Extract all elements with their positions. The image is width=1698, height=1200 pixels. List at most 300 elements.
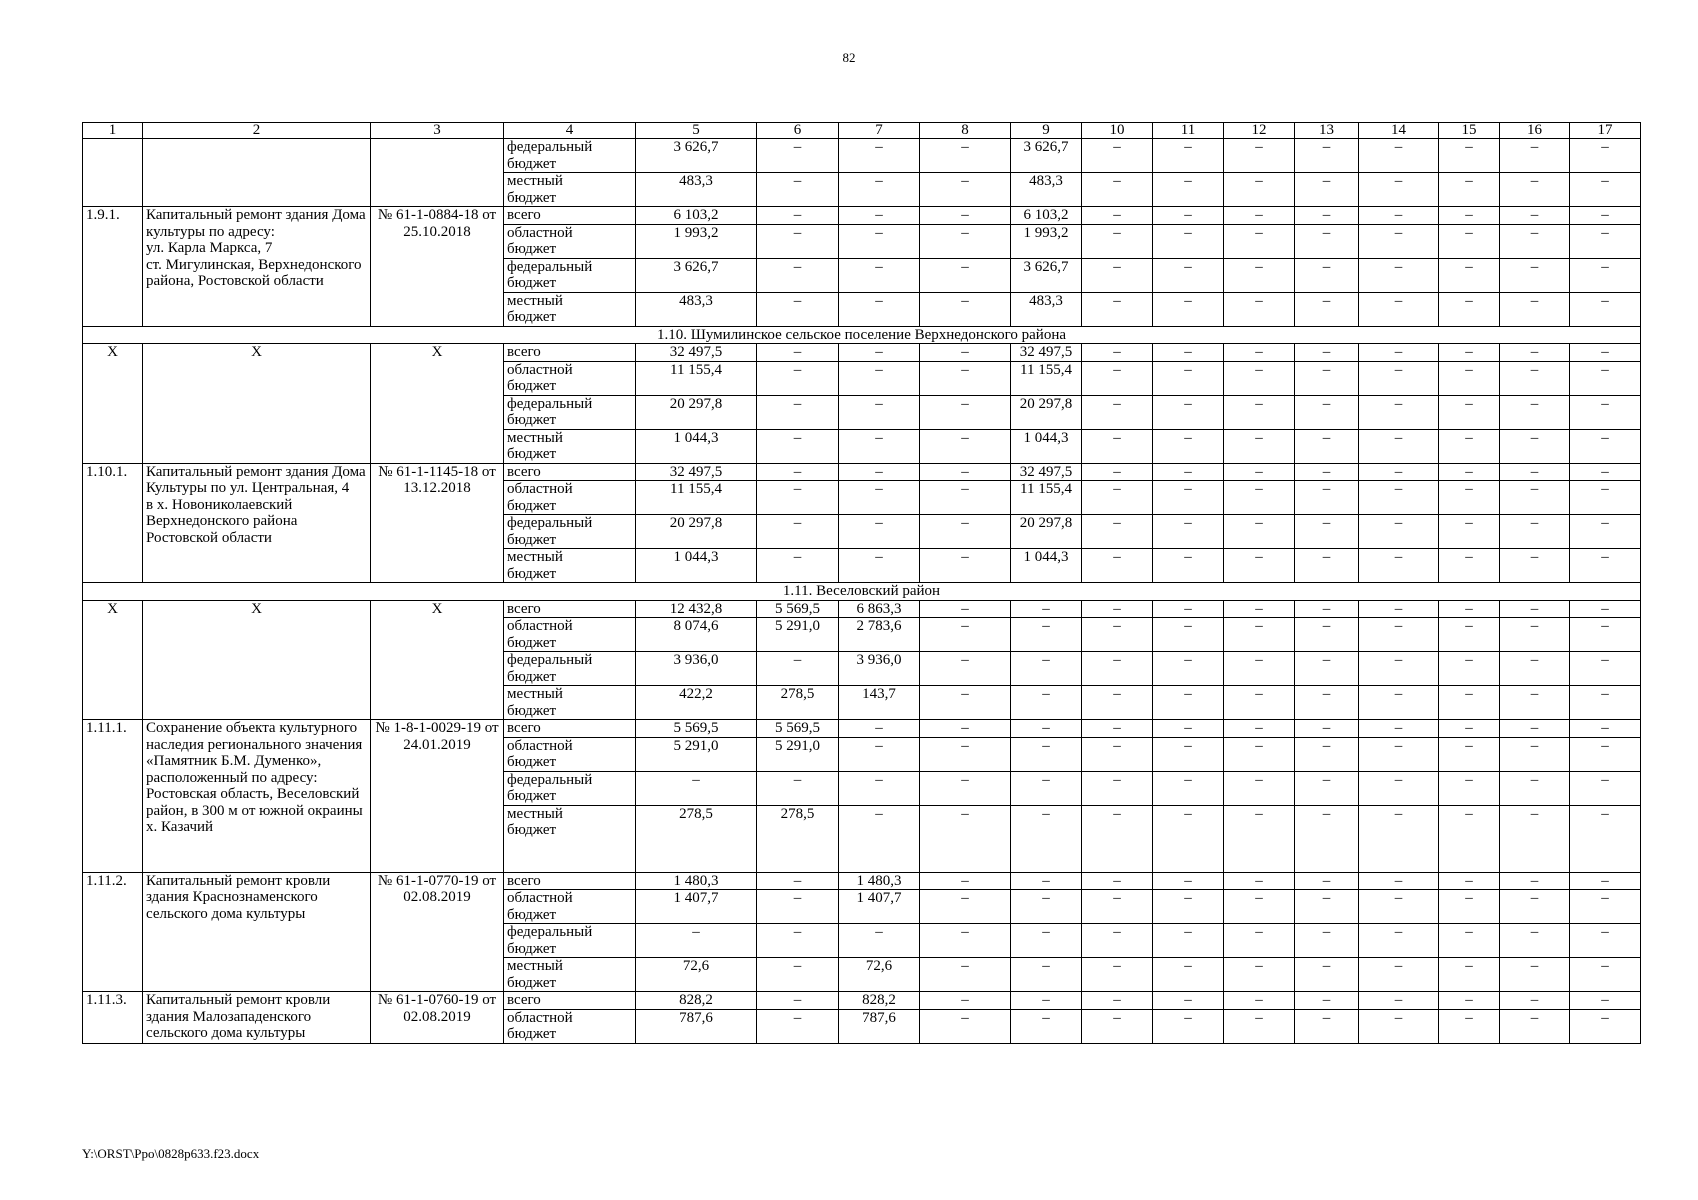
value-cell: – <box>1439 992 1500 1010</box>
table-row <box>83 344 1641 362</box>
value-cell: – <box>1359 292 1439 326</box>
value-cell: – <box>920 361 1011 395</box>
value-cell: – <box>920 805 1011 872</box>
value-cell: – <box>1224 958 1295 992</box>
item-document: № 61-1-0884-18 от 25.10.2018 <box>371 207 504 327</box>
header-cell: 16 <box>1500 123 1570 139</box>
value-cell: 1 480,3 <box>636 872 757 890</box>
value-cell: – <box>1224 344 1295 362</box>
funding-source: федеральный бюджет <box>504 515 636 549</box>
value-cell: – <box>1439 805 1500 872</box>
value-cell: – <box>1295 600 1359 618</box>
funding-source: областной бюджет <box>504 361 636 395</box>
value-cell: 72,6 <box>839 958 920 992</box>
value-cell: – <box>1153 872 1224 890</box>
item-document: № 61-1-1145-18 от 13.12.2018 <box>371 463 504 583</box>
value-cell: – <box>1359 992 1439 1010</box>
value-cell: – <box>920 463 1011 481</box>
value-cell: 1 993,2 <box>636 224 757 258</box>
header-cell: 5 <box>636 123 757 139</box>
value-cell: – <box>757 344 839 362</box>
value-cell: – <box>920 429 1011 463</box>
header-cell: 10 <box>1082 123 1153 139</box>
value-cell: – <box>1295 720 1359 738</box>
value-cell: – <box>839 549 920 583</box>
value-cell: – <box>1295 549 1359 583</box>
value-cell: – <box>1224 652 1295 686</box>
value-cell: – <box>1439 618 1500 652</box>
value-cell: – <box>1295 992 1359 1010</box>
value-cell: – <box>1295 652 1359 686</box>
item-number: Х <box>83 600 143 720</box>
value-cell: – <box>1082 872 1153 890</box>
value-cell: 20 297,8 <box>1011 395 1082 429</box>
value-cell: 483,3 <box>636 173 757 207</box>
value-cell: – <box>1224 139 1295 173</box>
value-cell: 1 044,3 <box>636 549 757 583</box>
header-cell: 15 <box>1439 123 1500 139</box>
value-cell: 8 074,6 <box>636 618 757 652</box>
value-cell: – <box>1359 515 1439 549</box>
value-cell: – <box>1153 958 1224 992</box>
value-cell: – <box>839 292 920 326</box>
value-cell: – <box>1082 958 1153 992</box>
value-cell: – <box>1359 805 1439 872</box>
value-cell: – <box>1500 771 1570 805</box>
value-cell: – <box>1359 173 1439 207</box>
value-cell: – <box>1500 481 1570 515</box>
value-cell: – <box>1295 173 1359 207</box>
value-cell: – <box>1153 618 1224 652</box>
value-cell: – <box>1570 872 1641 890</box>
value-cell: – <box>1500 720 1570 738</box>
value-cell: – <box>920 1009 1011 1043</box>
value-cell: – <box>1011 618 1082 652</box>
header-cell: 6 <box>757 123 839 139</box>
value-cell: 3 626,7 <box>636 139 757 173</box>
value-cell: 1 044,3 <box>1011 549 1082 583</box>
value-cell: – <box>757 515 839 549</box>
value-cell: – <box>1359 686 1439 720</box>
item-name: Х <box>143 344 371 464</box>
value-cell: – <box>1359 924 1439 958</box>
value-cell: – <box>1011 805 1082 872</box>
value-cell: – <box>1224 292 1295 326</box>
value-cell: – <box>1153 720 1224 738</box>
value-cell: – <box>1439 515 1500 549</box>
funding-source: всего <box>504 720 636 738</box>
value-cell: – <box>1570 224 1641 258</box>
value-cell: – <box>1153 992 1224 1010</box>
header-cell: 4 <box>504 123 636 139</box>
item-document: № 61-1-0770-19 от 02.08.2019 <box>371 872 504 992</box>
funding-source: всего <box>504 992 636 1010</box>
value-cell: – <box>1295 958 1359 992</box>
value-cell: – <box>1439 686 1500 720</box>
section-heading: 1.10. Шумилинское сельское поселение Верхнедонского района <box>83 326 1641 344</box>
value-cell: – <box>839 515 920 549</box>
value-cell: – <box>1570 292 1641 326</box>
value-cell: 278,5 <box>757 686 839 720</box>
table-row <box>83 872 1641 890</box>
value-cell: – <box>1295 515 1359 549</box>
value-cell: – <box>1224 924 1295 958</box>
value-cell: – <box>1153 1009 1224 1043</box>
value-cell: – <box>920 549 1011 583</box>
value-cell: – <box>1082 924 1153 958</box>
value-cell: – <box>757 958 839 992</box>
value-cell: – <box>757 292 839 326</box>
value-cell: – <box>1439 652 1500 686</box>
value-cell: – <box>1011 958 1082 992</box>
value-cell: – <box>1153 463 1224 481</box>
value-cell: – <box>1359 652 1439 686</box>
item-document: Х <box>371 344 504 464</box>
value-cell: 483,3 <box>636 292 757 326</box>
item-document: № 1-8-1-0029-19 от 24.01.2019 <box>371 720 504 873</box>
value-cell: – <box>1224 600 1295 618</box>
table-body <box>83 123 1641 1044</box>
value-cell: – <box>1500 549 1570 583</box>
value-cell: – <box>757 1009 839 1043</box>
value-cell: – <box>1082 992 1153 1010</box>
value-cell: – <box>1570 481 1641 515</box>
value-cell: – <box>1295 139 1359 173</box>
item-name: Капитальный ремонт кровли здания Малозападенского сельского дома культуры <box>143 992 371 1044</box>
value-cell: 1 407,7 <box>839 890 920 924</box>
value-cell: – <box>920 958 1011 992</box>
value-cell: – <box>1500 1009 1570 1043</box>
value-cell: – <box>1500 344 1570 362</box>
value-cell: – <box>920 173 1011 207</box>
funding-source: местный бюджет <box>504 173 636 207</box>
value-cell: – <box>839 481 920 515</box>
value-cell: – <box>920 292 1011 326</box>
value-cell: – <box>920 515 1011 549</box>
value-cell: 3 626,7 <box>1011 139 1082 173</box>
value-cell: – <box>1224 173 1295 207</box>
value-cell: – <box>757 890 839 924</box>
header-cell: 12 <box>1224 123 1295 139</box>
value-cell: – <box>1224 224 1295 258</box>
value-cell: – <box>1570 686 1641 720</box>
value-cell: – <box>757 463 839 481</box>
funding-source: всего <box>504 463 636 481</box>
funding-source: областной бюджет <box>504 890 636 924</box>
item-number: Х <box>83 344 143 464</box>
item-name: Капитальный ремонт кровли здания Краснознаменского сельского дома культуры <box>143 872 371 992</box>
value-cell: – <box>1224 1009 1295 1043</box>
value-cell: – <box>1359 361 1439 395</box>
value-cell: – <box>1359 139 1439 173</box>
value-cell: – <box>1359 258 1439 292</box>
header-cell: 17 <box>1570 123 1641 139</box>
value-cell: – <box>1224 463 1295 481</box>
value-cell: – <box>1439 344 1500 362</box>
value-cell: 3 626,7 <box>1011 258 1082 292</box>
value-cell: – <box>1500 890 1570 924</box>
item-document <box>371 139 504 207</box>
value-cell: – <box>920 992 1011 1010</box>
value-cell: – <box>920 258 1011 292</box>
value-cell: – <box>1011 890 1082 924</box>
table-row <box>83 207 1641 225</box>
value-cell: – <box>1439 924 1500 958</box>
value-cell: – <box>1153 652 1224 686</box>
value-cell: – <box>1082 429 1153 463</box>
value-cell: – <box>1439 292 1500 326</box>
value-cell: 483,3 <box>1011 173 1082 207</box>
value-cell: – <box>839 207 920 225</box>
funding-source: федеральный бюджет <box>504 924 636 958</box>
value-cell: – <box>1224 361 1295 395</box>
value-cell: 3 936,0 <box>839 652 920 686</box>
header-row <box>83 123 1641 139</box>
value-cell: – <box>1153 207 1224 225</box>
value-cell: – <box>920 872 1011 890</box>
value-cell: – <box>1500 872 1570 890</box>
value-cell: – <box>1082 207 1153 225</box>
value-cell: – <box>1153 924 1224 958</box>
value-cell: – <box>1359 344 1439 362</box>
value-cell: – <box>1570 720 1641 738</box>
value-cell: – <box>1153 292 1224 326</box>
value-cell: – <box>839 771 920 805</box>
value-cell: – <box>1295 224 1359 258</box>
value-cell: 787,6 <box>839 1009 920 1043</box>
value-cell: – <box>1153 258 1224 292</box>
value-cell: – <box>839 720 920 738</box>
value-cell: – <box>1439 720 1500 738</box>
value-cell: – <box>920 720 1011 738</box>
value-cell: – <box>920 924 1011 958</box>
value-cell: – <box>1295 207 1359 225</box>
value-cell: – <box>1439 395 1500 429</box>
value-cell: – <box>1295 924 1359 958</box>
value-cell: 6 863,3 <box>839 600 920 618</box>
value-cell: – <box>1359 958 1439 992</box>
funding-source: областной бюджет <box>504 1009 636 1043</box>
value-cell: – <box>920 224 1011 258</box>
value-cell: – <box>1153 805 1224 872</box>
value-cell: – <box>1439 173 1500 207</box>
value-cell: – <box>1011 600 1082 618</box>
value-cell: – <box>1153 395 1224 429</box>
value-cell: – <box>1295 463 1359 481</box>
value-cell: – <box>1082 686 1153 720</box>
value-cell: – <box>1500 515 1570 549</box>
value-cell: – <box>1500 737 1570 771</box>
value-cell: – <box>1153 515 1224 549</box>
value-cell: – <box>920 207 1011 225</box>
value-cell: 278,5 <box>636 805 757 872</box>
value-cell: – <box>1082 720 1153 738</box>
value-cell: – <box>1439 1009 1500 1043</box>
value-cell: – <box>1224 992 1295 1010</box>
value-cell: – <box>1570 361 1641 395</box>
value-cell: – <box>757 924 839 958</box>
funding-source: областной бюджет <box>504 737 636 771</box>
header-cell: 3 <box>371 123 504 139</box>
value-cell: – <box>1359 737 1439 771</box>
item-number: 1.9.1. <box>83 207 143 327</box>
value-cell: – <box>1500 139 1570 173</box>
value-cell: – <box>1224 686 1295 720</box>
value-cell: – <box>1500 292 1570 326</box>
value-cell: – <box>636 771 757 805</box>
value-cell: – <box>757 173 839 207</box>
value-cell: – <box>1359 600 1439 618</box>
value-cell: – <box>1153 139 1224 173</box>
value-cell: – <box>1082 139 1153 173</box>
value-cell: – <box>1224 618 1295 652</box>
value-cell: – <box>757 395 839 429</box>
value-cell: – <box>1153 361 1224 395</box>
value-cell: – <box>757 429 839 463</box>
funding-source: местный бюджет <box>504 958 636 992</box>
value-cell: – <box>1295 429 1359 463</box>
value-cell: – <box>1082 515 1153 549</box>
value-cell: 5 569,5 <box>757 600 839 618</box>
value-cell: – <box>1359 771 1439 805</box>
value-cell: – <box>1359 890 1439 924</box>
value-cell: – <box>920 686 1011 720</box>
value-cell: – <box>839 805 920 872</box>
value-cell: – <box>1570 890 1641 924</box>
value-cell: – <box>757 872 839 890</box>
value-cell: – <box>757 361 839 395</box>
value-cell: 32 497,5 <box>1011 463 1082 481</box>
value-cell: – <box>1224 805 1295 872</box>
value-cell: – <box>1011 686 1082 720</box>
value-cell: – <box>757 139 839 173</box>
value-cell: – <box>1359 395 1439 429</box>
value-cell: 32 497,5 <box>1011 344 1082 362</box>
value-cell: – <box>1224 720 1295 738</box>
value-cell: 6 103,2 <box>1011 207 1082 225</box>
value-cell: – <box>1500 224 1570 258</box>
value-cell: 20 297,8 <box>636 515 757 549</box>
item-name <box>143 139 371 207</box>
value-cell: – <box>1500 258 1570 292</box>
header-cell: 2 <box>143 123 371 139</box>
value-cell: – <box>1082 805 1153 872</box>
item-number <box>83 139 143 207</box>
value-cell: – <box>1295 258 1359 292</box>
section-heading-row <box>83 326 1641 344</box>
value-cell: 5 291,0 <box>757 737 839 771</box>
value-cell: 828,2 <box>636 992 757 1010</box>
header-cell: 7 <box>839 123 920 139</box>
value-cell: – <box>1224 737 1295 771</box>
value-cell: – <box>1153 173 1224 207</box>
value-cell: – <box>757 549 839 583</box>
value-cell: – <box>1439 600 1500 618</box>
funding-source: местный бюджет <box>504 805 636 872</box>
value-cell: – <box>1295 737 1359 771</box>
value-cell: – <box>839 737 920 771</box>
value-cell: – <box>1570 429 1641 463</box>
value-cell: – <box>1295 361 1359 395</box>
value-cell: – <box>1570 1009 1641 1043</box>
value-cell: – <box>920 139 1011 173</box>
value-cell: – <box>1082 258 1153 292</box>
value-cell: – <box>1570 618 1641 652</box>
value-cell: – <box>1570 258 1641 292</box>
value-cell: – <box>1439 549 1500 583</box>
value-cell: – <box>1224 515 1295 549</box>
value-cell: – <box>1153 224 1224 258</box>
value-cell: – <box>1011 720 1082 738</box>
value-cell: – <box>1082 890 1153 924</box>
value-cell: – <box>1359 207 1439 225</box>
value-cell: – <box>1082 652 1153 686</box>
value-cell: 787,6 <box>636 1009 757 1043</box>
value-cell: – <box>839 463 920 481</box>
value-cell: – <box>1500 958 1570 992</box>
value-cell: – <box>1500 805 1570 872</box>
value-cell: – <box>1082 224 1153 258</box>
value-cell: – <box>920 737 1011 771</box>
value-cell: 20 297,8 <box>636 395 757 429</box>
value-cell: 1 993,2 <box>1011 224 1082 258</box>
funding-source: областной бюджет <box>504 618 636 652</box>
value-cell: – <box>1500 429 1570 463</box>
table-row <box>83 139 1641 173</box>
table-row <box>83 992 1641 1010</box>
value-cell: – <box>920 890 1011 924</box>
value-cell: – <box>1153 771 1224 805</box>
value-cell: 5 569,5 <box>757 720 839 738</box>
value-cell: – <box>1153 890 1224 924</box>
value-cell: 1 044,3 <box>1011 429 1082 463</box>
value-cell: – <box>1011 652 1082 686</box>
value-cell: – <box>1082 771 1153 805</box>
value-cell: – <box>757 481 839 515</box>
value-cell: – <box>1500 992 1570 1010</box>
value-cell: 1 407,7 <box>636 890 757 924</box>
header-cell: 13 <box>1295 123 1359 139</box>
value-cell: 3 936,0 <box>636 652 757 686</box>
value-cell: – <box>1082 395 1153 429</box>
value-cell: – <box>757 771 839 805</box>
value-cell: – <box>636 924 757 958</box>
funding-source: федеральный бюджет <box>504 771 636 805</box>
table-row <box>83 720 1641 738</box>
value-cell: – <box>757 992 839 1010</box>
value-cell: – <box>1082 361 1153 395</box>
value-cell: – <box>1570 600 1641 618</box>
funding-source: федеральный бюджет <box>504 258 636 292</box>
item-number: 1.11.1. <box>83 720 143 873</box>
value-cell: – <box>1011 992 1082 1010</box>
value-cell: 11 155,4 <box>636 481 757 515</box>
value-cell: – <box>1359 720 1439 738</box>
value-cell: – <box>1359 872 1439 890</box>
value-cell: – <box>1439 224 1500 258</box>
value-cell: – <box>1153 600 1224 618</box>
item-number: 1.11.3. <box>83 992 143 1044</box>
value-cell: – <box>757 652 839 686</box>
value-cell: – <box>1359 1009 1439 1043</box>
header-cell: 9 <box>1011 123 1082 139</box>
value-cell: – <box>1570 992 1641 1010</box>
funding-source: местный бюджет <box>504 686 636 720</box>
value-cell: – <box>1500 618 1570 652</box>
value-cell: – <box>839 258 920 292</box>
value-cell: 12 432,8 <box>636 600 757 618</box>
value-cell: – <box>1439 361 1500 395</box>
